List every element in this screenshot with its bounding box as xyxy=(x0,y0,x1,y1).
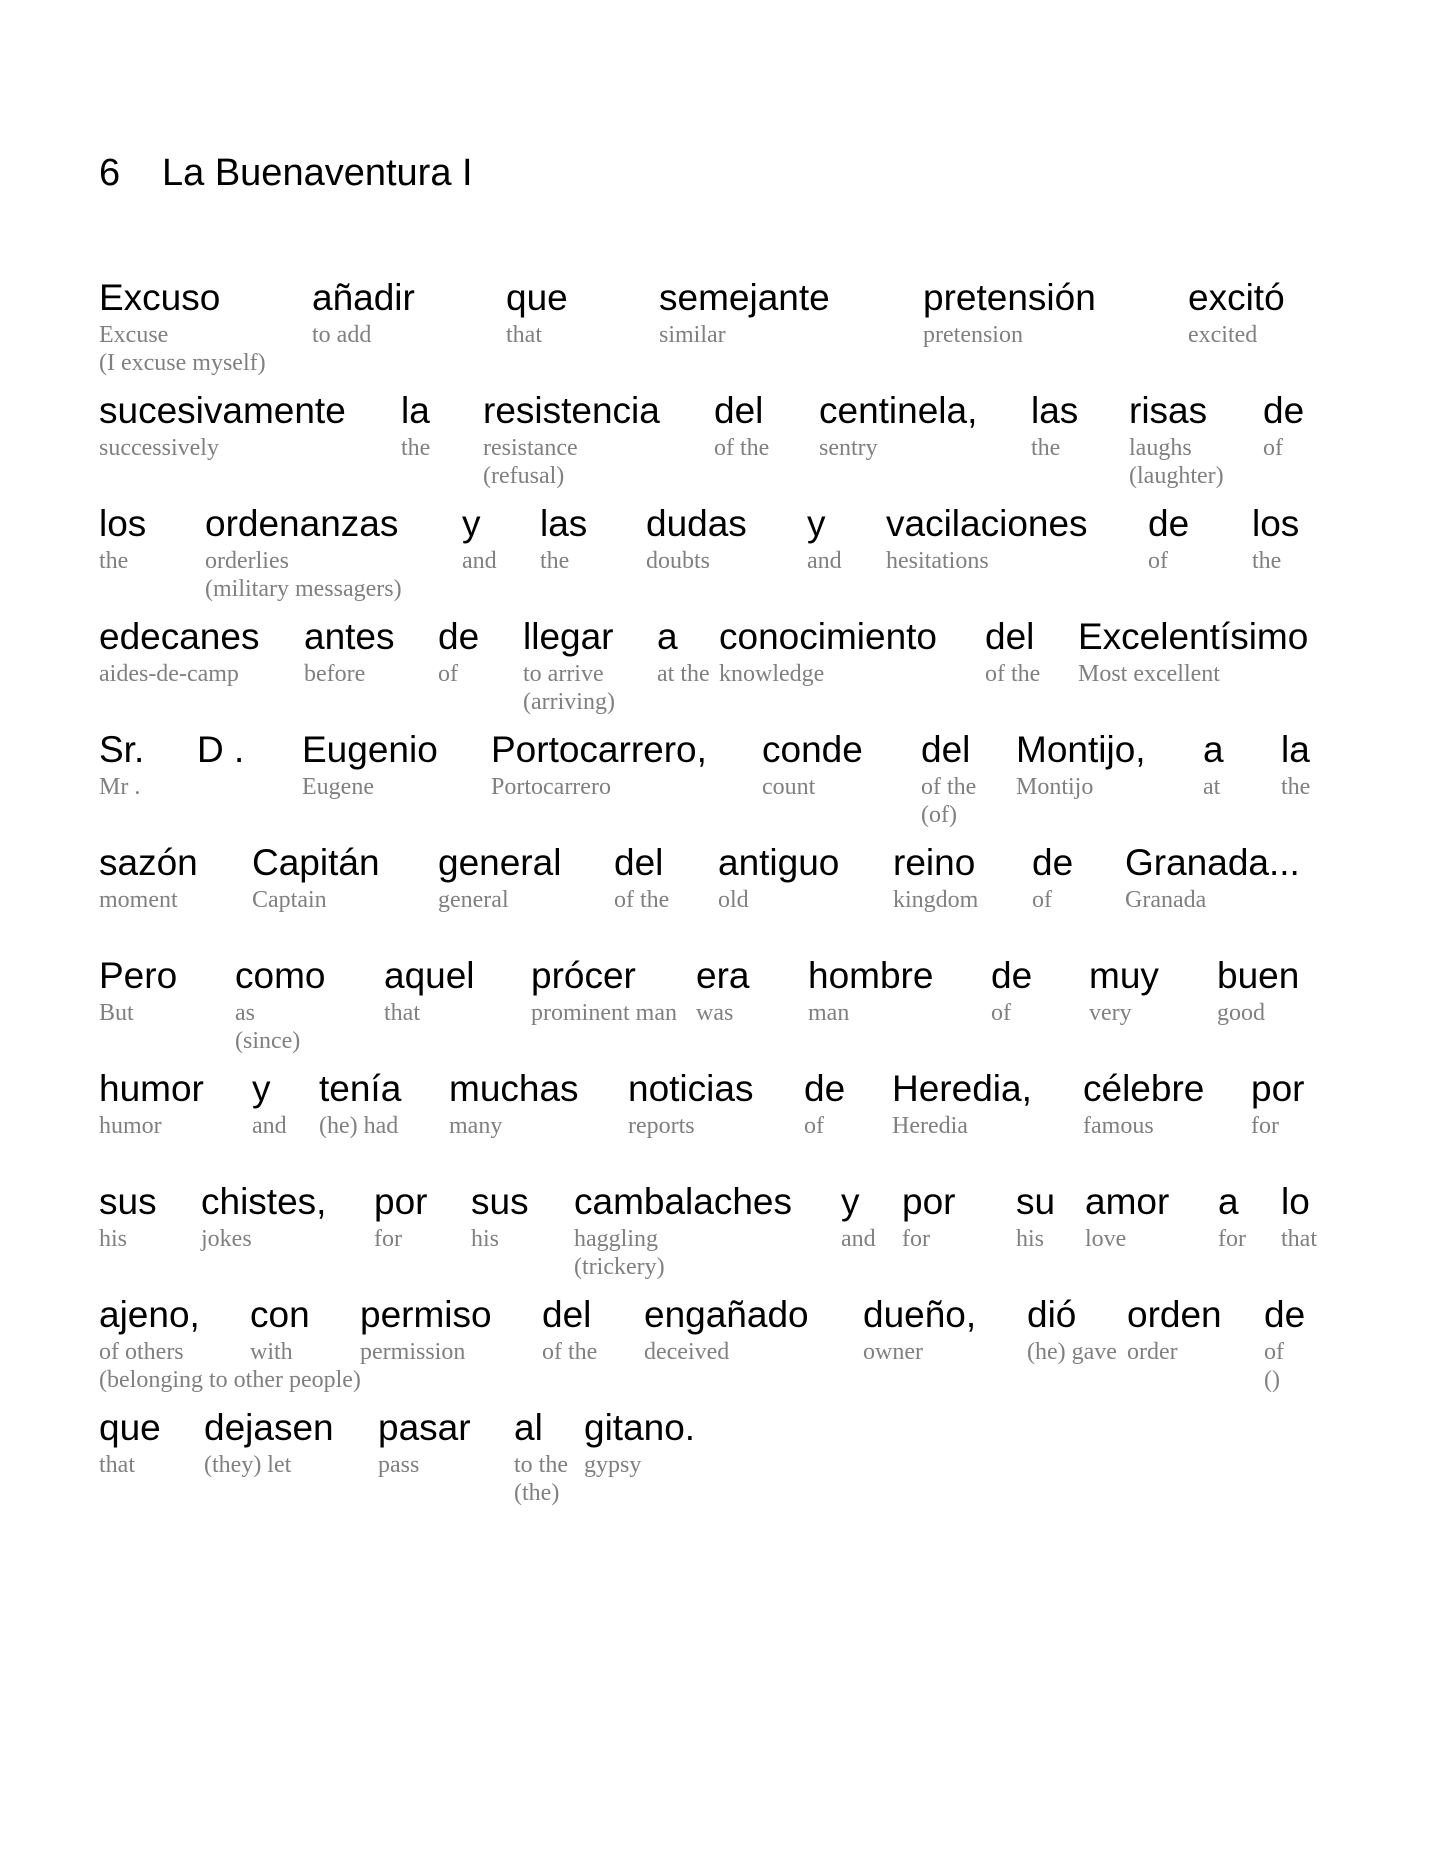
spanish-word: risas xyxy=(1129,390,1208,431)
spanish-word: añadir xyxy=(312,277,415,318)
english-gloss: of xyxy=(438,661,458,687)
spanish-word: de xyxy=(1263,390,1305,431)
english-gloss: haggling xyxy=(574,1226,658,1252)
english-gloss: of xyxy=(804,1113,824,1139)
word-pair xyxy=(514,1407,568,1507)
english-gloss: good xyxy=(1217,1000,1265,1026)
english-gloss-alt: (military messagers) xyxy=(205,576,402,602)
spanish-word: ajeno, xyxy=(99,1294,200,1335)
english-gloss: (he) gave xyxy=(1027,1339,1117,1365)
english-gloss: Eugene xyxy=(302,774,374,800)
word-pair xyxy=(1027,1294,1117,1366)
english-gloss-alt: (I excuse myself) xyxy=(99,350,266,376)
english-gloss-alt: (of) xyxy=(921,802,957,828)
word-pair xyxy=(1032,842,1073,914)
english-gloss: pass xyxy=(378,1452,420,1478)
spanish-word: Capitán xyxy=(252,842,380,883)
english-gloss: gypsy xyxy=(584,1452,642,1478)
spanish-word: orden xyxy=(1127,1294,1222,1335)
word-pair xyxy=(1264,1294,1305,1394)
spanish-word: llegar xyxy=(523,616,614,657)
word-pair xyxy=(99,503,146,575)
spanish-word: gitano. xyxy=(584,1407,696,1448)
spanish-word: tenía xyxy=(319,1068,402,1109)
english-gloss: the xyxy=(1031,435,1061,461)
spanish-word: a xyxy=(657,616,678,657)
spanish-word: edecanes xyxy=(99,616,260,657)
spanish-word: la xyxy=(1281,729,1310,770)
word-pair xyxy=(808,955,933,1027)
spanish-word: amor xyxy=(1085,1181,1170,1222)
english-gloss: Portocarrero xyxy=(491,774,611,800)
spanish-word: que xyxy=(99,1407,161,1448)
word-pair xyxy=(819,390,977,462)
spanish-word: dudas xyxy=(646,503,747,544)
word-pair xyxy=(886,503,1088,575)
word-pair xyxy=(1085,1181,1169,1253)
spanish-word: era xyxy=(696,955,750,996)
spanish-word: por xyxy=(374,1181,428,1222)
spanish-word: reino xyxy=(893,842,976,883)
english-gloss: man xyxy=(808,1000,850,1026)
word-pair xyxy=(438,842,561,914)
word-pair xyxy=(646,503,747,575)
spanish-word: del xyxy=(985,616,1035,657)
english-gloss-alt: (belonging to other people) xyxy=(99,1367,361,1393)
word-pair xyxy=(523,616,615,716)
english-gloss: owner xyxy=(863,1339,923,1365)
spanish-word: del xyxy=(614,842,664,883)
word-pair xyxy=(1078,616,1308,688)
spanish-word: a xyxy=(1218,1181,1239,1222)
english-gloss: of xyxy=(1263,435,1283,461)
spanish-word: dió xyxy=(1027,1294,1077,1335)
word-pair xyxy=(657,616,710,688)
page-header xyxy=(99,154,473,192)
word-pair xyxy=(614,842,669,914)
english-gloss: very xyxy=(1089,1000,1132,1026)
english-gloss: of the xyxy=(714,435,770,461)
word-pair xyxy=(718,842,839,914)
word-pair xyxy=(99,277,266,377)
english-gloss: knowledge xyxy=(719,661,825,687)
word-pair xyxy=(205,503,402,603)
word-pair xyxy=(99,1407,161,1479)
word-pair xyxy=(360,1294,492,1366)
spanish-word: dueño, xyxy=(863,1294,977,1335)
spanish-word: conocimiento xyxy=(719,616,938,657)
spanish-word: noticias xyxy=(628,1068,754,1109)
word-pair xyxy=(923,277,1096,349)
english-gloss: and xyxy=(252,1113,287,1139)
spanish-word: y xyxy=(841,1181,860,1222)
spanish-word: conde xyxy=(762,729,863,770)
word-pair xyxy=(762,729,863,801)
word-pair xyxy=(250,1294,310,1366)
word-pair xyxy=(204,1407,334,1479)
english-gloss-alt: (arriving) xyxy=(523,689,615,715)
spanish-word: la xyxy=(401,390,430,431)
english-gloss-alt: (since) xyxy=(235,1028,301,1054)
word-pair xyxy=(99,1294,361,1394)
english-gloss: aides-de-camp xyxy=(99,661,239,687)
spanish-word: Excuso xyxy=(99,277,221,318)
spanish-word: del xyxy=(714,390,764,431)
word-pair xyxy=(1016,729,1146,801)
word-pair xyxy=(252,1068,287,1140)
english-gloss: to the xyxy=(514,1452,568,1478)
english-gloss: of the xyxy=(614,887,670,913)
english-gloss: deceived xyxy=(644,1339,730,1365)
english-gloss: Captain xyxy=(252,887,327,913)
english-gloss: successively xyxy=(99,435,219,461)
spanish-word: sazón xyxy=(99,842,198,883)
word-pair xyxy=(378,1407,471,1479)
spanish-word: Pero xyxy=(99,955,178,996)
word-pair xyxy=(252,842,380,914)
english-gloss: that xyxy=(384,1000,420,1026)
spanish-word: prócer xyxy=(531,955,636,996)
english-gloss: as xyxy=(235,1000,255,1026)
english-gloss: similar xyxy=(659,322,726,348)
spanish-word: excitó xyxy=(1188,277,1285,318)
english-gloss: sentry xyxy=(819,435,878,461)
word-pair xyxy=(304,616,395,688)
english-gloss: the xyxy=(99,548,129,574)
english-gloss: that xyxy=(506,322,542,348)
english-gloss: his xyxy=(471,1226,500,1252)
word-pair xyxy=(491,729,707,801)
spanish-word: ordenanzas xyxy=(205,503,399,544)
word-pair xyxy=(991,955,1032,1027)
spanish-word: Excelentísimo xyxy=(1078,616,1309,657)
english-gloss: and xyxy=(807,548,842,574)
english-gloss-alt: (the) xyxy=(514,1480,560,1506)
word-pair xyxy=(401,390,430,462)
spanish-word: vacilaciones xyxy=(886,503,1088,544)
word-pair xyxy=(471,1181,529,1253)
word-pair xyxy=(628,1068,753,1140)
word-pair xyxy=(319,1068,401,1140)
english-gloss: of the xyxy=(921,774,977,800)
word-pair xyxy=(1127,1294,1222,1366)
word-pair xyxy=(574,1181,792,1281)
word-pair xyxy=(841,1181,876,1253)
word-pair xyxy=(659,277,830,349)
spanish-word: sus xyxy=(99,1181,157,1222)
english-gloss: of the xyxy=(985,661,1041,687)
page-title: La Buenaventura I xyxy=(162,152,473,194)
english-gloss: count xyxy=(762,774,816,800)
english-gloss: and xyxy=(841,1226,876,1252)
spanish-word: general xyxy=(438,842,562,883)
english-gloss: many xyxy=(449,1113,503,1139)
spanish-word: pasar xyxy=(378,1407,471,1448)
spanish-word: lo xyxy=(1281,1181,1310,1222)
word-pair xyxy=(1125,842,1300,914)
english-gloss: moment xyxy=(99,887,178,913)
spanish-word: como xyxy=(235,955,326,996)
word-pair xyxy=(921,729,976,829)
page-number: 6 xyxy=(99,152,121,194)
english-gloss: of others xyxy=(99,1339,184,1365)
english-gloss: to add xyxy=(312,322,372,348)
spanish-word: de xyxy=(1148,503,1190,544)
spanish-word: hombre xyxy=(808,955,934,996)
word-pair xyxy=(893,842,978,914)
spanish-word: semejante xyxy=(659,277,830,318)
english-gloss: laughs xyxy=(1129,435,1192,461)
english-gloss: hesitations xyxy=(886,548,989,574)
spanish-word: del xyxy=(921,729,971,770)
english-gloss-alt: (trickery) xyxy=(574,1254,665,1280)
word-pair xyxy=(201,1181,326,1253)
english-gloss: the xyxy=(401,435,431,461)
english-gloss: pretension xyxy=(923,322,1023,348)
english-gloss: and xyxy=(462,548,497,574)
english-gloss: excited xyxy=(1188,322,1258,348)
word-pair xyxy=(99,616,259,688)
english-gloss: before xyxy=(304,661,366,687)
word-pair xyxy=(542,1294,597,1366)
english-gloss: for xyxy=(902,1226,930,1252)
spanish-word: las xyxy=(540,503,588,544)
spanish-word: muy xyxy=(1089,955,1159,996)
english-gloss: of the xyxy=(542,1339,598,1365)
spanish-word: sucesivamente xyxy=(99,390,346,431)
spanish-word: por xyxy=(902,1181,956,1222)
spanish-word: de xyxy=(804,1068,846,1109)
word-pair xyxy=(99,390,346,462)
word-pair xyxy=(863,1294,976,1366)
english-gloss: But xyxy=(99,1000,134,1026)
spanish-word: los xyxy=(99,503,147,544)
english-gloss-alt: (refusal) xyxy=(483,463,565,489)
spanish-word: D . xyxy=(197,729,245,770)
word-pair xyxy=(540,503,587,575)
word-pair xyxy=(719,616,937,688)
english-gloss: (he) had xyxy=(319,1113,399,1139)
english-gloss-alt: () xyxy=(1264,1367,1280,1393)
word-pair xyxy=(902,1181,955,1253)
word-pair xyxy=(892,1068,1032,1140)
word-pair xyxy=(438,616,479,688)
english-gloss: for xyxy=(1251,1113,1279,1139)
word-pair xyxy=(531,955,677,1027)
spanish-word: aquel xyxy=(384,955,475,996)
word-pair xyxy=(483,390,660,490)
word-pair xyxy=(584,1407,695,1479)
english-gloss: to arrive xyxy=(523,661,604,687)
spanish-word: Eugenio xyxy=(302,729,438,770)
word-pair xyxy=(644,1294,809,1366)
english-gloss: of xyxy=(1264,1339,1284,1365)
english-gloss: that xyxy=(99,1452,135,1478)
spanish-word: permiso xyxy=(360,1294,492,1335)
spanish-word: del xyxy=(542,1294,592,1335)
spanish-word: Granada... xyxy=(1125,842,1300,883)
spanish-word: de xyxy=(1264,1294,1306,1335)
spanish-word: los xyxy=(1252,503,1300,544)
english-gloss: his xyxy=(1016,1226,1045,1252)
english-gloss: doubts xyxy=(646,548,711,574)
spanish-word: y xyxy=(252,1068,271,1109)
english-gloss: for xyxy=(374,1226,402,1252)
spanish-word: centinela, xyxy=(819,390,978,431)
word-pair xyxy=(1148,503,1189,575)
spanish-word: con xyxy=(250,1294,310,1335)
english-gloss: his xyxy=(99,1226,128,1252)
word-pair xyxy=(985,616,1040,688)
spanish-word: por xyxy=(1251,1068,1305,1109)
word-pair xyxy=(1218,1181,1246,1253)
word-pair xyxy=(99,1068,204,1140)
english-gloss: Montijo xyxy=(1016,774,1094,800)
english-gloss: at xyxy=(1203,774,1221,800)
english-gloss: of xyxy=(1148,548,1168,574)
spanish-word: humor xyxy=(99,1068,204,1109)
spanish-word: pretensión xyxy=(923,277,1096,318)
word-pair xyxy=(1281,1181,1317,1253)
word-pair xyxy=(1083,1068,1204,1140)
word-pair xyxy=(696,955,749,1027)
english-gloss: Mr . xyxy=(99,774,141,800)
spanish-word: buen xyxy=(1217,955,1300,996)
word-pair xyxy=(1016,1181,1055,1253)
english-gloss: reports xyxy=(628,1113,695,1139)
english-gloss-alt: (laughter) xyxy=(1129,463,1224,489)
spanish-word: a xyxy=(1203,729,1224,770)
word-pair xyxy=(714,390,769,462)
spanish-word: y xyxy=(807,503,826,544)
english-gloss xyxy=(197,773,244,801)
word-pair xyxy=(235,955,325,1055)
word-pair xyxy=(99,1181,157,1253)
spanish-word: de xyxy=(991,955,1033,996)
spanish-word: de xyxy=(1032,842,1074,883)
english-gloss: the xyxy=(1252,548,1282,574)
english-gloss: prominent man xyxy=(531,1000,677,1026)
spanish-word: Sr. xyxy=(99,729,145,770)
spanish-word: al xyxy=(514,1407,543,1448)
english-gloss: of xyxy=(991,1000,1011,1026)
english-gloss: order xyxy=(1127,1339,1178,1365)
english-gloss: love xyxy=(1085,1226,1127,1252)
word-pair xyxy=(1129,390,1224,490)
spanish-word: sus xyxy=(471,1181,529,1222)
english-gloss: Heredia xyxy=(892,1113,968,1139)
word-pair xyxy=(99,729,144,801)
word-pair xyxy=(99,955,177,1027)
word-pair xyxy=(1252,503,1299,575)
english-gloss: jokes xyxy=(201,1226,252,1252)
word-pair xyxy=(506,277,568,349)
word-pair xyxy=(449,1068,579,1140)
english-gloss: kingdom xyxy=(893,887,979,913)
english-gloss: permission xyxy=(360,1339,466,1365)
spanish-word: Portocarrero, xyxy=(491,729,707,770)
english-gloss: orderlies xyxy=(205,548,289,574)
english-gloss: (they) let xyxy=(204,1452,292,1478)
word-pair xyxy=(1031,390,1078,462)
word-pair xyxy=(99,842,198,914)
word-pair xyxy=(1217,955,1299,1027)
english-gloss: for xyxy=(1218,1226,1246,1252)
word-pair xyxy=(302,729,438,801)
english-gloss: famous xyxy=(1083,1113,1154,1139)
english-gloss: general xyxy=(438,887,509,913)
spanish-word: chistes, xyxy=(201,1181,327,1222)
english-gloss: was xyxy=(696,1000,734,1026)
spanish-word: su xyxy=(1016,1181,1056,1222)
english-gloss: that xyxy=(1281,1226,1317,1252)
word-pair xyxy=(384,955,475,1027)
english-gloss: of xyxy=(1032,887,1052,913)
word-pair xyxy=(374,1181,427,1253)
spanish-word: Montijo, xyxy=(1016,729,1146,770)
english-gloss: old xyxy=(718,887,749,913)
word-pair xyxy=(804,1068,845,1140)
word-pair xyxy=(1188,277,1285,349)
english-gloss: Granada xyxy=(1125,887,1207,913)
spanish-word: y xyxy=(462,503,481,544)
english-gloss: resistance xyxy=(483,435,578,461)
word-pair xyxy=(1089,955,1159,1027)
spanish-word: engañado xyxy=(644,1294,809,1335)
spanish-word: dejasen xyxy=(204,1407,334,1448)
word-pair xyxy=(1263,390,1304,462)
word-pair xyxy=(197,729,244,801)
spanish-word: antiguo xyxy=(718,842,840,883)
english-gloss: with xyxy=(250,1339,293,1365)
spanish-word: cambalaches xyxy=(574,1181,793,1222)
word-pair xyxy=(1281,729,1310,801)
english-gloss: Most excellent xyxy=(1078,661,1220,687)
spanish-word: de xyxy=(438,616,480,657)
spanish-word: resistencia xyxy=(483,390,660,431)
english-gloss: at the xyxy=(657,661,710,687)
english-gloss: Excuse xyxy=(99,322,169,348)
english-gloss: the xyxy=(540,548,570,574)
spanish-word: que xyxy=(506,277,568,318)
word-pair xyxy=(312,277,415,349)
word-pair xyxy=(1203,729,1224,801)
spanish-word: célebre xyxy=(1083,1068,1205,1109)
word-pair xyxy=(1251,1068,1304,1140)
word-pair xyxy=(807,503,842,575)
spanish-word: las xyxy=(1031,390,1079,431)
word-pair xyxy=(462,503,497,575)
english-gloss: humor xyxy=(99,1113,162,1139)
spanish-word: Heredia, xyxy=(892,1068,1032,1109)
english-gloss: the xyxy=(1281,774,1311,800)
spanish-word: muchas xyxy=(449,1068,579,1109)
spanish-word: antes xyxy=(304,616,395,657)
